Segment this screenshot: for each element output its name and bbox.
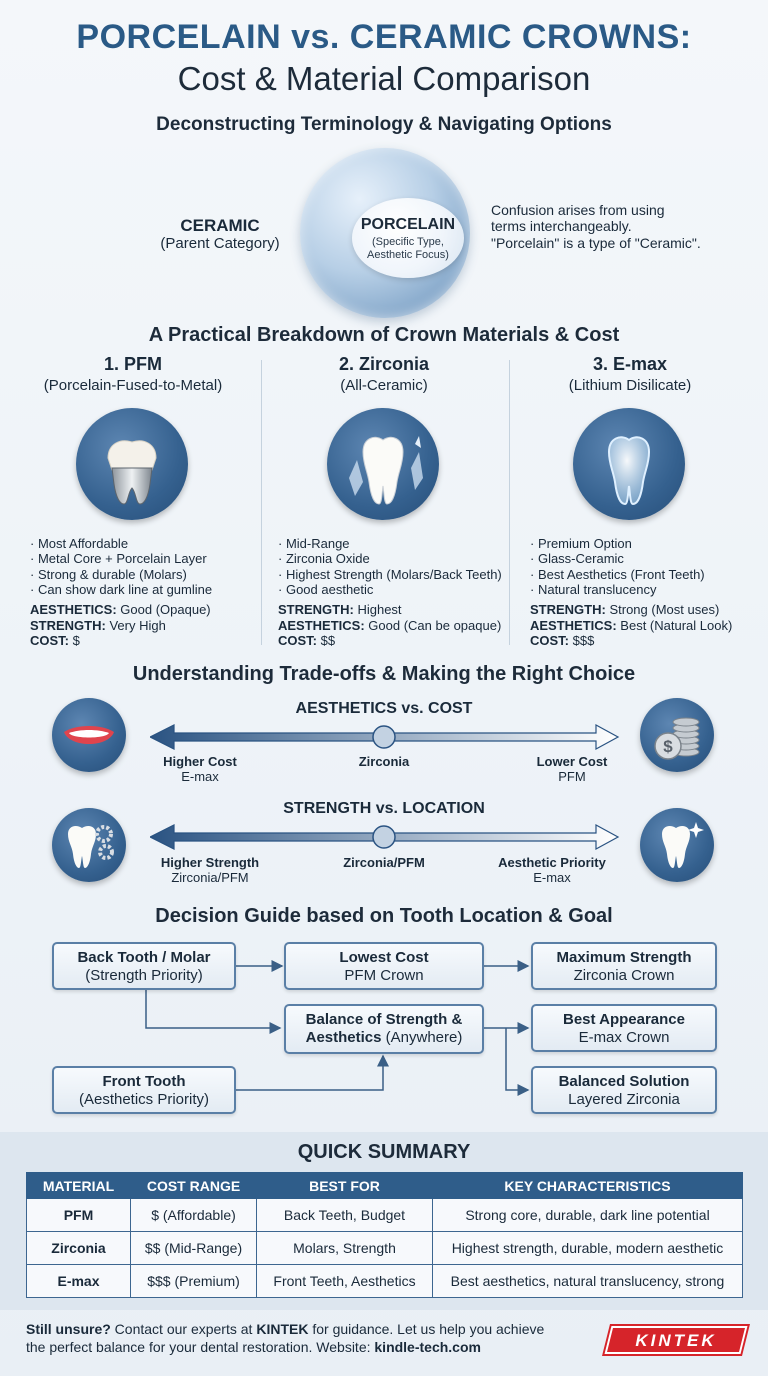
table-row (27, 1199, 743, 1232)
column-header: BEST FOR (257, 1173, 433, 1199)
spec-line: AESTHETICS: Good (Opaque) (30, 602, 211, 618)
svg-text:$: $ (663, 737, 673, 756)
column-header: MATERIAL (27, 1173, 131, 1199)
ceramic-sub: (Parent Category) (160, 235, 280, 252)
spec-line: COST: $$$ (530, 632, 595, 648)
decision-front-tooth: Front Tooth (Aesthetics Priority) (52, 1066, 236, 1114)
scale-title-strength-location: STRENGTH vs. LOCATION (283, 800, 485, 817)
list-item: · Most Affordable (30, 536, 260, 551)
material-title: 3. E-max (592, 354, 668, 374)
list-item: · Best Aesthetics (Front Teeth) (530, 567, 760, 582)
table-cell: $ (Affordable) (131, 1199, 257, 1232)
spec-line: AESTHETICS: Best (Natural Look) (530, 617, 733, 633)
spec-line: STRENGTH: Very High (30, 617, 166, 633)
scale2-right-label: Aesthetic Priority E-max (498, 855, 606, 885)
material-subtitle: (Lithium Disilicate) (568, 377, 692, 394)
page-title: PORCELAIN vs. CERAMIC CROWNS: (76, 18, 692, 56)
list-item: · Strong & durable (Molars) (30, 567, 260, 582)
kintek-logo-text: KINTEK (635, 1331, 717, 1350)
table-cell: E-max (27, 1265, 131, 1298)
table-cell: Zirconia (27, 1232, 131, 1265)
list-item: · Good aesthetic (278, 582, 508, 597)
spec-line: STRENGTH: Highest (278, 602, 402, 618)
list-item: · Premium Option (530, 536, 760, 551)
list-item: · Can show dark line at gumline (30, 582, 260, 597)
page-title-line2: Cost & Material Comparison (177, 60, 591, 97)
material-subtitle: (Porcelain-Fused-to-Metal) (43, 377, 223, 394)
scale1-left-label: Higher Cost E-max (163, 754, 237, 784)
breakdown-heading: A Practical Breakdown of Crown Materials & Cost (148, 324, 620, 346)
list-item: · Mid-Range (278, 536, 508, 551)
section-subtitle-terminology: Deconstructing Terminology & Navigating Options (156, 114, 612, 135)
table-cell: $$ (Mid-Range) (131, 1232, 257, 1265)
material-title: 2. Zirconia (338, 354, 430, 374)
table-cell: Strong core, durable, dark line potential (433, 1199, 743, 1232)
decision-lowest-cost: Lowest Cost PFM Crown (284, 942, 484, 990)
decision-max-strength: Maximum Strength Zirconia Crown (531, 942, 717, 990)
scale2-mid-label: Zirconia/PFM (343, 855, 425, 870)
table-cell: PFM (27, 1199, 131, 1232)
summary-table (26, 1172, 743, 1298)
decision-best-appearance: Best Appearance E-max Crown (531, 1004, 717, 1052)
table-cell: $$$ (Premium) (131, 1265, 257, 1298)
material-title: 1. PFM (103, 354, 162, 374)
spec-line: AESTHETICS: Good (Can be opaque) (278, 617, 502, 633)
decision-balanced-solution: Balanced Solution Layered Zirconia (531, 1066, 717, 1114)
website-link[interactable]: kindle-tech.com (374, 1339, 481, 1356)
terminology-note: Confusion arises from using terms interchangeably. "Porcelain" is a type of "Ceramic". (491, 202, 701, 251)
tradeoffs-heading: Understanding Trade-offs & Making the Right Choice (132, 663, 636, 685)
summary-heading: QUICK SUMMARY (297, 1141, 471, 1163)
decision-heading: Decision Guide based on Tooth Location & Goal (155, 905, 613, 927)
table-row (27, 1232, 743, 1265)
decision-back-tooth: Back Tooth / Molar (Strength Priority) (52, 942, 236, 990)
table-row (27, 1265, 743, 1298)
list-item: · Metal Core + Porcelain Layer (30, 551, 260, 566)
scale-title-aesthetics-cost: AESTHETICS vs. COST (295, 700, 473, 717)
list-item: · Zirconia Oxide (278, 551, 508, 566)
porcelain-label: PORCELAIN (360, 216, 456, 233)
list-item: · Highest Strength (Molars/Back Teeth) (278, 567, 508, 582)
spec-line: COST: $ (30, 632, 80, 648)
column-header: COST RANGE (131, 1173, 257, 1199)
decision-balance: Balance of Strength & Aesthetics (Anywhere) (284, 1004, 484, 1054)
table-cell: Front Teeth, Aesthetics (257, 1265, 433, 1298)
material-subtitle: (All-Ceramic) (340, 377, 428, 394)
spec-line: STRENGTH: Strong (Most uses) (530, 602, 720, 618)
table-cell: Back Teeth, Budget (257, 1199, 433, 1232)
table-cell: Highest strength, durable, modern aesthetic (433, 1232, 743, 1265)
footer-text: Still unsure? Contact our experts at KINTEK for guidance. Let us help you achieve the perfect balance for your dental restoration. Website: kindle-tech.com (26, 1321, 545, 1356)
ceramic-label: CERAMIC (180, 216, 260, 235)
scale1-mid-label: Zirconia (358, 754, 410, 769)
scale1-right-label: Lower Cost PFM (536, 754, 608, 784)
table-cell: Molars, Strength (257, 1232, 433, 1265)
list-item: · Natural translucency (530, 582, 760, 597)
porcelain-sub: (Specific Type, Aesthetic Focus) (367, 236, 449, 262)
column-header: KEY CHARACTERISTICS (433, 1173, 743, 1199)
table-header-row (27, 1173, 743, 1199)
table-cell: Best aesthetics, natural translucency, strong (433, 1265, 743, 1298)
list-item: · Glass-Ceramic (530, 551, 760, 566)
scale2-left-label: Higher Strength Zirconia/PFM (160, 855, 260, 885)
spec-line: COST: $$ (278, 632, 336, 648)
